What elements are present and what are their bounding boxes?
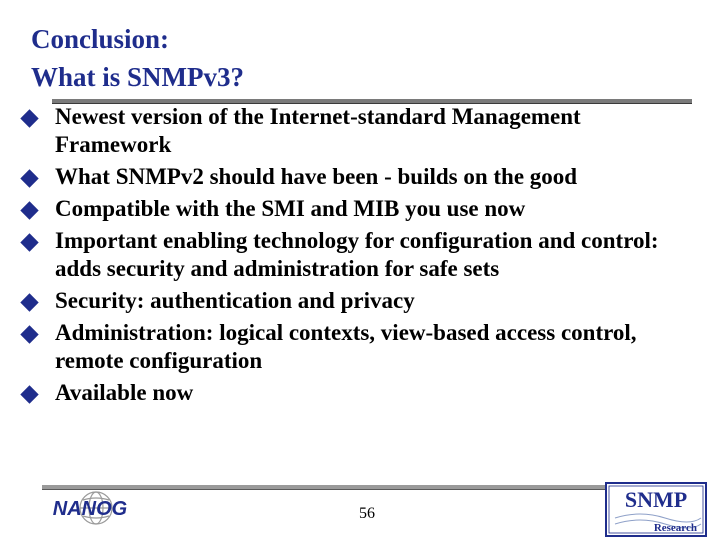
diamond-bullet-icon [20, 325, 38, 343]
diamond-bullet-icon [20, 169, 38, 187]
title-line-1: Conclusion: [31, 24, 170, 54]
bullet-item [20, 103, 700, 159]
diamond-bullet-icon [20, 385, 38, 403]
snmp-logo-text: SNMP [624, 487, 688, 512]
nanog-logo [38, 488, 142, 528]
bullet-item [20, 195, 700, 223]
bullet-text: Compatible with the SMI and MIB you use now [55, 196, 526, 221]
page-number: 56 [359, 505, 375, 522]
snmp-research-logo [605, 482, 709, 538]
slide-title [31, 20, 244, 96]
bullet-item [20, 287, 700, 315]
bullet-item [20, 227, 700, 283]
research-logo-text: Research [653, 522, 697, 534]
diamond-bullet-icon [20, 293, 38, 311]
diamond-bullet-icon [20, 201, 38, 219]
bullet-item [20, 319, 700, 375]
diamond-bullet-icon [20, 109, 38, 127]
bullet-text: What SNMPv2 should have been - builds on the good [55, 164, 578, 189]
bullet-text: Newest version of the Internet-standard Management Framework [55, 104, 581, 157]
bullet-text: Available now [55, 380, 194, 405]
bullet-item [20, 163, 700, 191]
bullet-item [20, 379, 700, 407]
bullet-text: Important enabling technology for configuration and control: adds security and administration for safe sets [55, 228, 659, 281]
bullet-text: Administration: logical contexts, view-based access control, remote configuration [55, 320, 637, 373]
bullet-list [20, 103, 700, 411]
bullet-text: Security: authentication and privacy [55, 288, 415, 313]
diamond-bullet-icon [20, 233, 38, 251]
title-line-2: What is SNMPv3? [31, 62, 245, 92]
nanog-logo-text: NANOG [52, 498, 128, 520]
